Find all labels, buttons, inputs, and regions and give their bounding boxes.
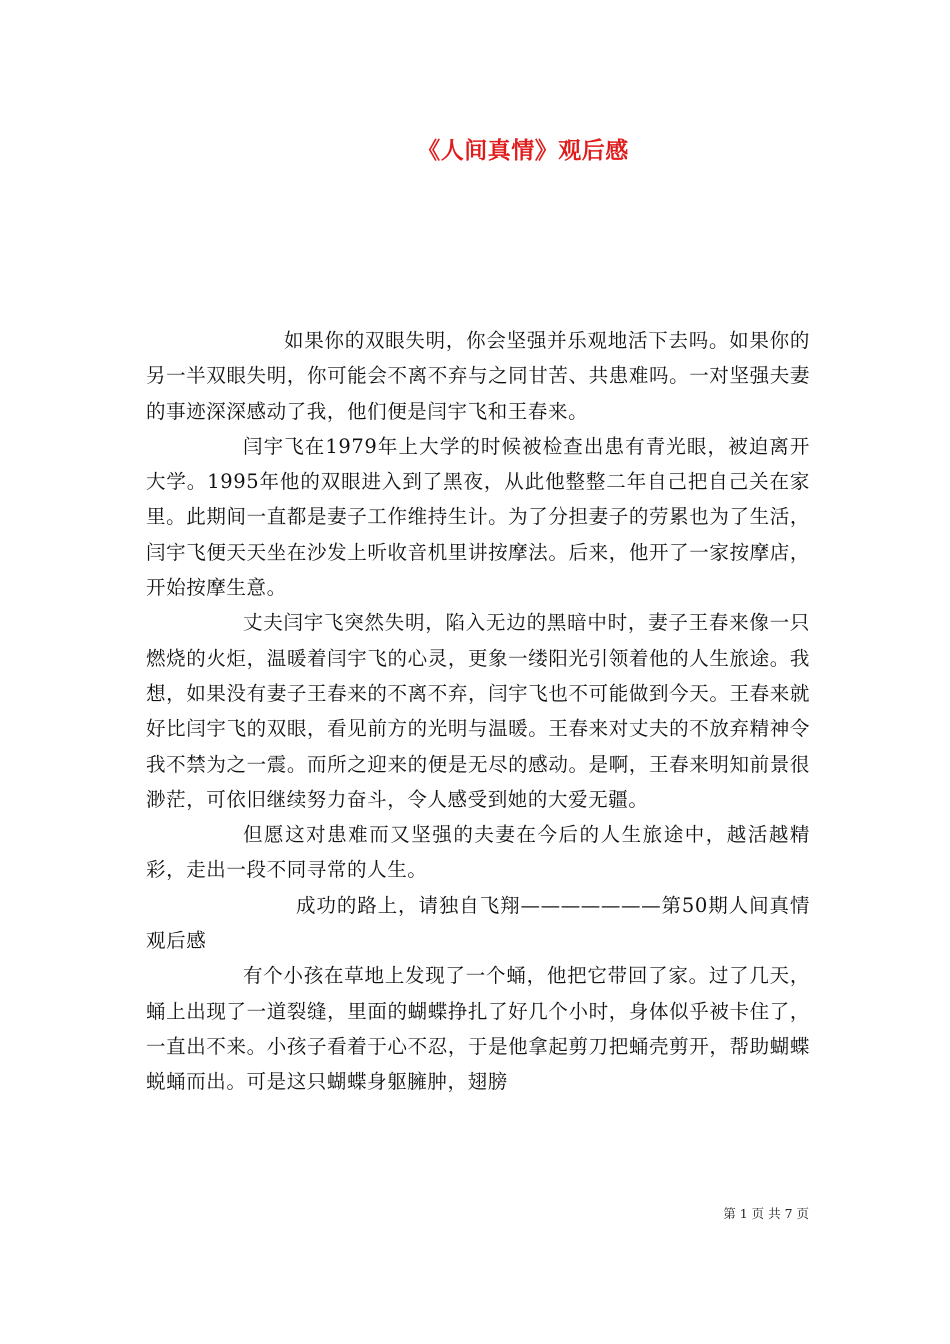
page-footer: 第 1 页 共 7 页 xyxy=(723,1206,809,1221)
paragraph: 如果你的双眼失明，你会坚强并乐观地活下去吗。如果你的另一半双眼失明，你可能会不离不弃与之同甘苦、共患难吗。一对坚强夫妻的事迹深深感动了我，他们便是闫宇飞和王春来。 xyxy=(146,329,810,423)
paragraph: 闫宇飞在1979年上大学的时候被检查出患有青光眼，被迫离开大学。1995年他的双眼进入到了黑夜，从此他整整二年自己把自己关在家里。此期间一直都是妻子工作维持生计。为了分担妻子的劳累也为了生活，闫宇飞便天天坐在沙发上听收音机里讲按摩法。后来，他开了一家按摩店，开始按摩生意。 xyxy=(146,434,810,600)
paragraph: 但愿这对患难而又坚强的夫妻在今后的人生旅途中，越活越精彩，走出一段不同寻常的人生。 xyxy=(146,823,810,882)
paragraph: 丈夫闫宇飞突然失明，陷入无边的黑暗中时，妻子王春来像一只燃烧的火炬，温暖着闫宇飞的心灵，更象一缕阳光引领着他的人生旅途。我想，如果没有妻子王春来的不离不弃，闫宇飞也不可能做到今天。王春来就好比闫宇飞的双眼，看见前方的光明与温暖。王春来对丈夫的不放弃精神令我不禁为之一震。而所之迎来的便是无尽的感动。是啊，王春来明知前景很渺茫，可依旧继续努力奋斗，令人感受到她的大爱无疆。 xyxy=(146,611,810,811)
paragraph: 有个小孩在草地上发现了一个蛹，他把它带回了家。过了几天，蛹上出现了一道裂缝，里面的蝴蝶挣扎了好几个小时，身体似乎被卡住了，一直出不来。小孩子看着于心不忍，于是他拿起剪刀把蛹壳剪开，帮助蝴蝶蜕蛹而出。可是这只蝴蝶身躯臃肿，翅膀 xyxy=(146,964,810,1094)
document-title: 《人间真情》观后感 xyxy=(417,137,629,164)
document-body xyxy=(146,323,810,1100)
subheading-paragraph: 成功的路上，请独自飞翔———————第50期人间真情观后感 xyxy=(146,893,810,953)
